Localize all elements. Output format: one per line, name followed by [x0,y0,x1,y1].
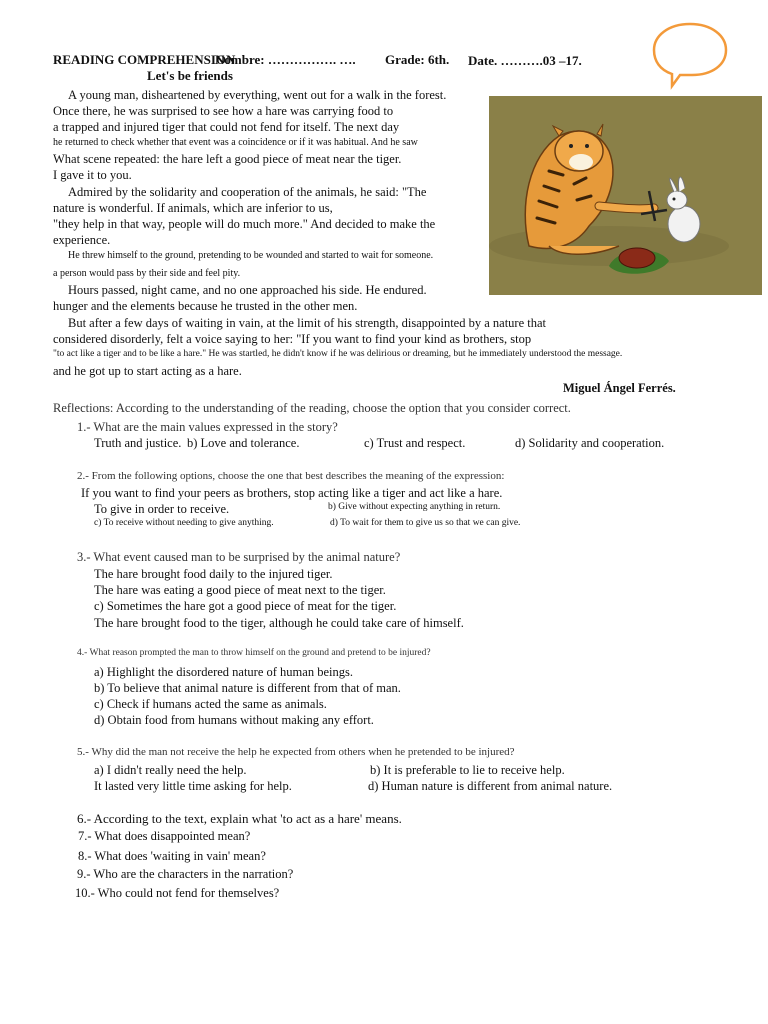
question-4: 4.- What reason prompted the man to throw himself on the ground and pretend to be injured? [77,648,431,658]
q1-option-d: d) Solidarity and cooperation. [515,436,665,450]
worksheet-title: READING COMPREHENSION [53,52,236,67]
story-author: Miguel Ángel Ferrés. [563,381,676,395]
q2-option-d: d) To wait for them to give us so that we can give. [330,518,521,528]
q1-option-b: b) Love and tolerance. [187,436,300,450]
q3-option-a: The hare brought food daily to the injured tiger. [94,567,333,581]
question-5: 5.- Why did the man not receive the help he expected from others when he pretended to be injured? [77,746,515,758]
q5-option-a: a) I didn't really need the help. [94,763,247,777]
story-line: Hours passed, night came, and no one approached his side. He endured. [68,283,427,297]
q5-option-d: d) Human nature is different from animal nature. [368,779,613,793]
q5-option-b: b) It is preferable to lie to receive help. [370,763,565,777]
story-line: What scene repeated: the hare left a good piece of meat near the tiger. [53,152,402,166]
reflections-intro: Reflections: According to the understanding of the reading, choose the option that you consider correct. [53,401,571,415]
q3-option-b: The hare was eating a good piece of meat next to the tiger. [94,583,386,597]
story-line: hunger and the elements because he trusted in the other men. [53,299,358,313]
q4-option-a: a) Highlight the disordered nature of human beings. [94,665,353,679]
question-6: 6.- According to the text, explain what 'to act as a hare' means. [77,811,402,826]
story-line: But after a few days of waiting in vain, at the limit of his strength, disappointed by a nature that [68,316,547,330]
q3-option-d: The hare brought food to the tiger, although he could take care of himself. [94,616,464,630]
tiger-and-hare-illustration [489,96,762,295]
q1-option-c: c) Trust and respect. [364,436,466,450]
q2-option-b: b) Give without expecting anything in return. [328,502,501,512]
story-title: Let's be friends [147,68,233,83]
story-line: A young man, disheartened by everything, went out for a walk in the forest. [68,88,447,102]
question-2: 2.- From the following options, choose the one that best describes the meaning of the expression: [77,470,505,482]
question-1: 1.- What are the main values expressed in the story? [77,420,338,434]
story-line: Once there, he was surprised to see how a hare was carrying food to [53,104,394,118]
question-3: 3.- What event caused man to be surprised by the animal nature? [77,550,401,564]
question-8: 8.- What does 'waiting in vain' mean? [78,849,266,863]
speech-bubble-icon [650,20,730,90]
story-line: "to act like a tiger and to be like a hare." He was startled, he didn't know if he was delirious or dreaming, but he immediately understood the message. [53,349,623,359]
story-line: He threw himself to the ground, pretending to be wounded and started to wait for someone. [68,250,434,261]
story-line: he returned to check whether that event was a coincidence or if it was habitual. And he saw [53,137,418,148]
q3-option-c: c) Sometimes the hare got a good piece of meat for the tiger. [94,599,397,613]
story-line: considered disorderly, felt a voice saying to her: "If you want to find your kind as brothers, stop [53,332,532,346]
story-line: a person would pass by their side and feel pity. [53,268,241,279]
date-label: Date. ……….03 –17. [468,53,582,68]
story-line: I gave it to you. [53,168,132,182]
story-line: nature is wonderful. If animals, which are inferior to us, [53,201,333,215]
story-line: experience. [53,233,111,247]
question-10: 10.- Who could not fend for themselves? [75,886,280,900]
q4-option-c: c) Check if humans acted the same as animals. [94,697,327,711]
story-line: and he got up to start acting as a hare. [53,364,242,378]
name-field-label: Nombre: ……………. …. [215,52,356,67]
q2-quote: If you want to find your peers as brothers, stop acting like a tiger and act like a hare. [81,486,503,500]
grade-label: Grade: 6th. [385,52,450,67]
question-7: 7.- What does disappointed mean? [78,829,251,843]
story-line: a trapped and injured tiger that could not fend for itself. The next day [53,120,400,134]
q5-option-c: It lasted very little time asking for help. [94,779,292,793]
q1-option-a: Truth and justice. [94,436,182,450]
story-line: "they help in that way, people will do much more." And decided to make the [53,217,436,231]
q4-option-b: b) To believe that animal nature is different from that of man. [94,681,401,695]
q2-option-c: c) To receive without needing to give anything. [94,518,274,528]
question-9: 9.- Who are the characters in the narration? [77,867,294,881]
q4-option-d: d) Obtain food from humans without making any effort. [94,713,374,727]
story-line: Admired by the solidarity and cooperation of the animals, he said: "The [68,185,427,199]
q2-option-a: To give in order to receive. [94,502,230,516]
